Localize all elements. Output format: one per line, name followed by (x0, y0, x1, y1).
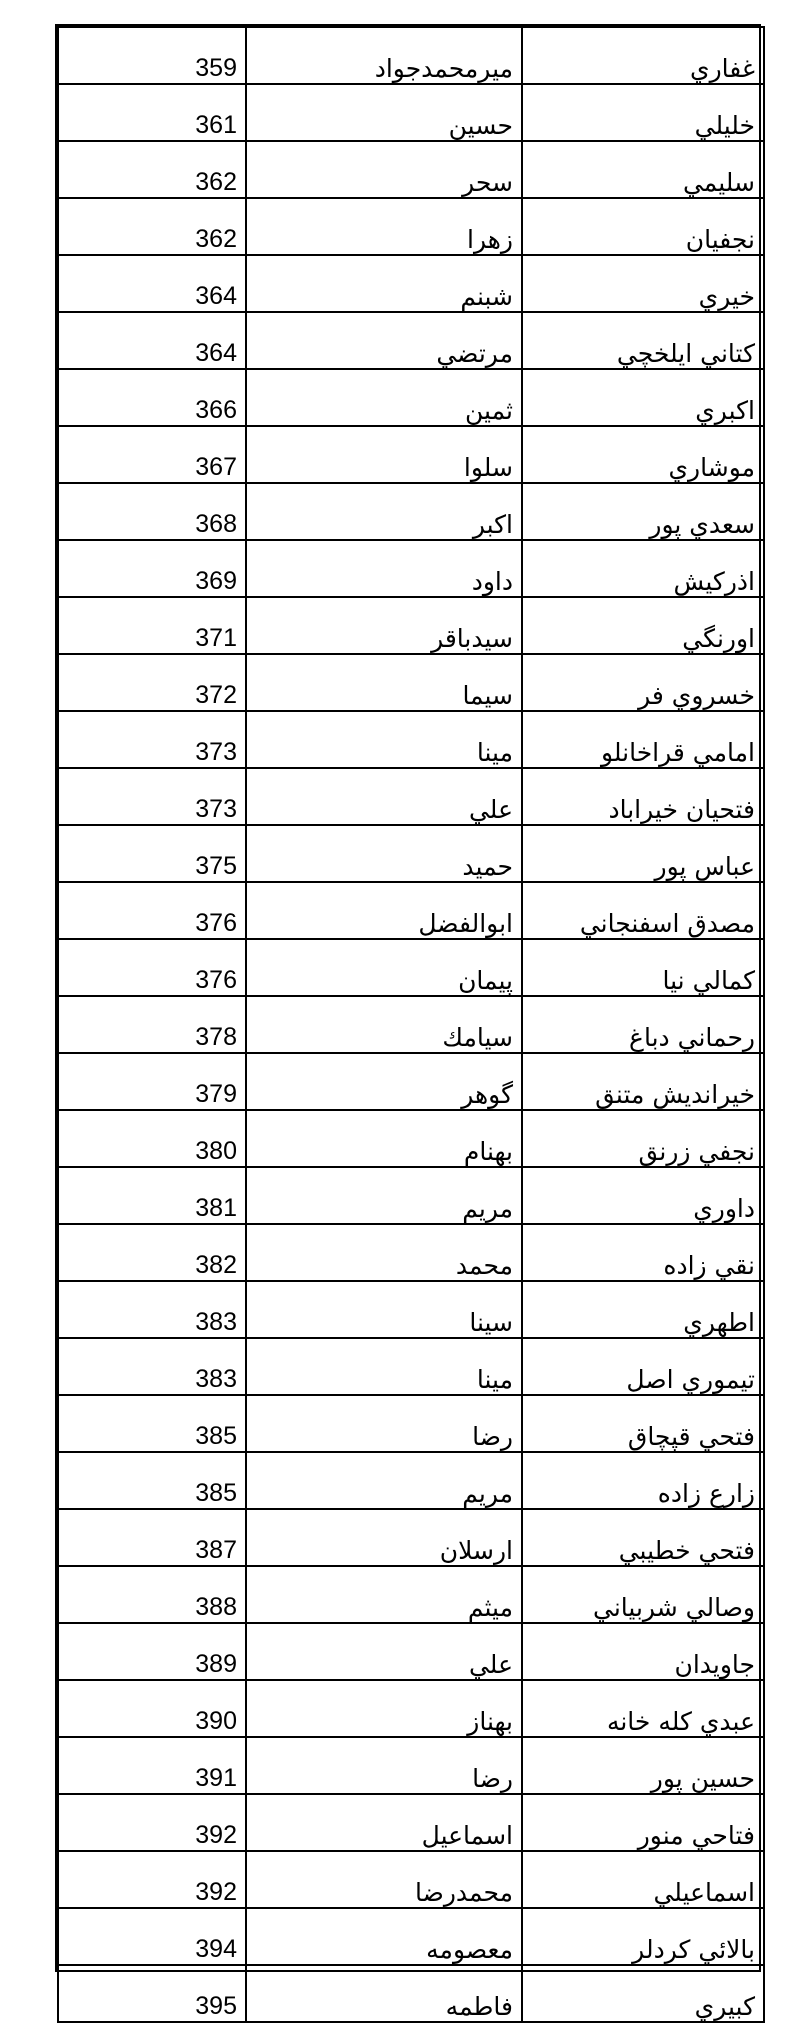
row-number-cell: 389 (58, 1623, 246, 1680)
table-row (58, 1509, 764, 1566)
table-row (58, 1623, 764, 1680)
last-name-cell: عبدي كله خانه (522, 1680, 764, 1737)
table-row (58, 27, 764, 84)
table-row (58, 1224, 764, 1281)
first-name-cell: مينا (246, 711, 522, 768)
row-number-cell: 371 (58, 597, 246, 654)
last-name-cell: داوري (522, 1167, 764, 1224)
row-number-cell: 391 (58, 1737, 246, 1794)
first-name-cell: سلوا (246, 426, 522, 483)
first-name-cell: علي (246, 1623, 522, 1680)
last-name-cell: غفاري (522, 27, 764, 84)
first-name-cell: پيمان (246, 939, 522, 996)
first-name-cell: فاطمه (246, 1965, 522, 2022)
table-row (58, 939, 764, 996)
last-name-cell: رحماني دباغ (522, 996, 764, 1053)
last-name-cell: اكبري (522, 369, 764, 426)
last-name-cell: زارع زاده (522, 1452, 764, 1509)
table-row (58, 825, 764, 882)
table-row (58, 1737, 764, 1794)
last-name-cell: امامي قراخانلو (522, 711, 764, 768)
table-row (58, 1281, 764, 1338)
last-name-cell: فتحيان خيراباد (522, 768, 764, 825)
first-name-cell: سيما (246, 654, 522, 711)
first-name-cell: رضا (246, 1395, 522, 1452)
table-row (58, 1851, 764, 1908)
results-table-sheet (55, 24, 761, 2021)
first-name-cell: شبنم (246, 255, 522, 312)
table-row (58, 426, 764, 483)
table-row (58, 369, 764, 426)
row-number-cell: 379 (58, 1053, 246, 1110)
table-row (58, 84, 764, 141)
row-number-cell: 375 (58, 825, 246, 882)
row-number-cell: 385 (58, 1395, 246, 1452)
table-row (58, 1965, 764, 2022)
results-table (57, 26, 765, 2023)
table-row (58, 483, 764, 540)
last-name-cell: تيموري اصل (522, 1338, 764, 1395)
last-name-cell: وصالي شربياني (522, 1566, 764, 1623)
first-name-cell: ابوالفضل (246, 882, 522, 939)
row-number-cell: 359 (58, 27, 246, 84)
last-name-cell: مصدق اسفنجاني (522, 882, 764, 939)
table-row (58, 1566, 764, 1623)
row-number-cell: 364 (58, 255, 246, 312)
row-number-cell: 383 (58, 1338, 246, 1395)
last-name-cell: عباس پور (522, 825, 764, 882)
first-name-cell: گوهر (246, 1053, 522, 1110)
first-name-cell: بهناز (246, 1680, 522, 1737)
row-number-cell: 380 (58, 1110, 246, 1167)
table-row (58, 255, 764, 312)
row-number-cell: 372 (58, 654, 246, 711)
first-name-cell: معصومه (246, 1908, 522, 1965)
first-name-cell: علي (246, 768, 522, 825)
table-row (58, 312, 764, 369)
first-name-cell: اكبر (246, 483, 522, 540)
row-number-cell: 387 (58, 1509, 246, 1566)
first-name-cell: ميرمحمدجواد (246, 27, 522, 84)
table-row (58, 1395, 764, 1452)
last-name-cell: كتاني ايلخچي (522, 312, 764, 369)
last-name-cell: كمالي نيا (522, 939, 764, 996)
first-name-cell: سحر (246, 141, 522, 198)
table-row (58, 711, 764, 768)
row-number-cell: 362 (58, 141, 246, 198)
last-name-cell: خيرانديش متنق (522, 1053, 764, 1110)
first-name-cell: رضا (246, 1737, 522, 1794)
first-name-cell: سينا (246, 1281, 522, 1338)
row-number-cell: 382 (58, 1224, 246, 1281)
last-name-cell: خليلي (522, 84, 764, 141)
first-name-cell: محمد (246, 1224, 522, 1281)
last-name-cell: نجفي زرنق (522, 1110, 764, 1167)
last-name-cell: سعدي پور (522, 483, 764, 540)
last-name-cell: فتاحي منور (522, 1794, 764, 1851)
first-name-cell: حسين (246, 84, 522, 141)
row-number-cell: 395 (58, 1965, 246, 2022)
last-name-cell: اورنگي (522, 597, 764, 654)
first-name-cell: سيدباقر (246, 597, 522, 654)
last-name-cell: نقي زاده (522, 1224, 764, 1281)
first-name-cell: ثمين (246, 369, 522, 426)
row-number-cell: 366 (58, 369, 246, 426)
table-row (58, 1452, 764, 1509)
table-row (58, 996, 764, 1053)
row-number-cell: 383 (58, 1281, 246, 1338)
first-name-cell: حميد (246, 825, 522, 882)
first-name-cell: مرتضي (246, 312, 522, 369)
table-row (58, 768, 764, 825)
last-name-cell: كبيري (522, 1965, 764, 2022)
row-number-cell: 392 (58, 1794, 246, 1851)
last-name-cell: اسماعيلي (522, 1851, 764, 1908)
row-number-cell: 376 (58, 882, 246, 939)
first-name-cell: بهنام (246, 1110, 522, 1167)
last-name-cell: حسين پور (522, 1737, 764, 1794)
table-body (58, 27, 764, 2022)
table-row (58, 1167, 764, 1224)
first-name-cell: مريم (246, 1167, 522, 1224)
first-name-cell: داود (246, 540, 522, 597)
row-number-cell: 369 (58, 540, 246, 597)
row-number-cell: 373 (58, 711, 246, 768)
row-number-cell: 376 (58, 939, 246, 996)
row-number-cell: 367 (58, 426, 246, 483)
table-row (58, 1338, 764, 1395)
table-row (58, 654, 764, 711)
row-number-cell: 381 (58, 1167, 246, 1224)
table-row (58, 882, 764, 939)
last-name-cell: خيري (522, 255, 764, 312)
last-name-cell: جاويدان (522, 1623, 764, 1680)
first-name-cell: محمدرضا (246, 1851, 522, 1908)
table-row (58, 141, 764, 198)
first-name-cell: مريم (246, 1452, 522, 1509)
first-name-cell: مينا (246, 1338, 522, 1395)
row-number-cell: 373 (58, 768, 246, 825)
row-number-cell: 388 (58, 1566, 246, 1623)
table-row (58, 1794, 764, 1851)
last-name-cell: موشاري (522, 426, 764, 483)
last-name-cell: بالائي كردلر (522, 1908, 764, 1965)
row-number-cell: 361 (58, 84, 246, 141)
table-row (58, 1908, 764, 1965)
last-name-cell: سليمي (522, 141, 764, 198)
row-number-cell: 378 (58, 996, 246, 1053)
table-row (58, 540, 764, 597)
last-name-cell: نجفيان (522, 198, 764, 255)
row-number-cell: 394 (58, 1908, 246, 1965)
table-row (58, 198, 764, 255)
last-name-cell: فتحي خطيبي (522, 1509, 764, 1566)
table-row (58, 1680, 764, 1737)
row-number-cell: 390 (58, 1680, 246, 1737)
last-name-cell: خسروي فر (522, 654, 764, 711)
last-name-cell: اذركيش (522, 540, 764, 597)
first-name-cell: ارسلان (246, 1509, 522, 1566)
row-number-cell: 368 (58, 483, 246, 540)
row-number-cell: 392 (58, 1851, 246, 1908)
first-name-cell: ميثم (246, 1566, 522, 1623)
first-name-cell: زهرا (246, 198, 522, 255)
first-name-cell: اسماعيل (246, 1794, 522, 1851)
last-name-cell: اطهري (522, 1281, 764, 1338)
table-row (58, 1110, 764, 1167)
last-name-cell: فتحي قپچاق (522, 1395, 764, 1452)
row-number-cell: 364 (58, 312, 246, 369)
table-row (58, 1053, 764, 1110)
first-name-cell: سيامك (246, 996, 522, 1053)
row-number-cell: 362 (58, 198, 246, 255)
row-number-cell: 385 (58, 1452, 246, 1509)
table-row (58, 597, 764, 654)
